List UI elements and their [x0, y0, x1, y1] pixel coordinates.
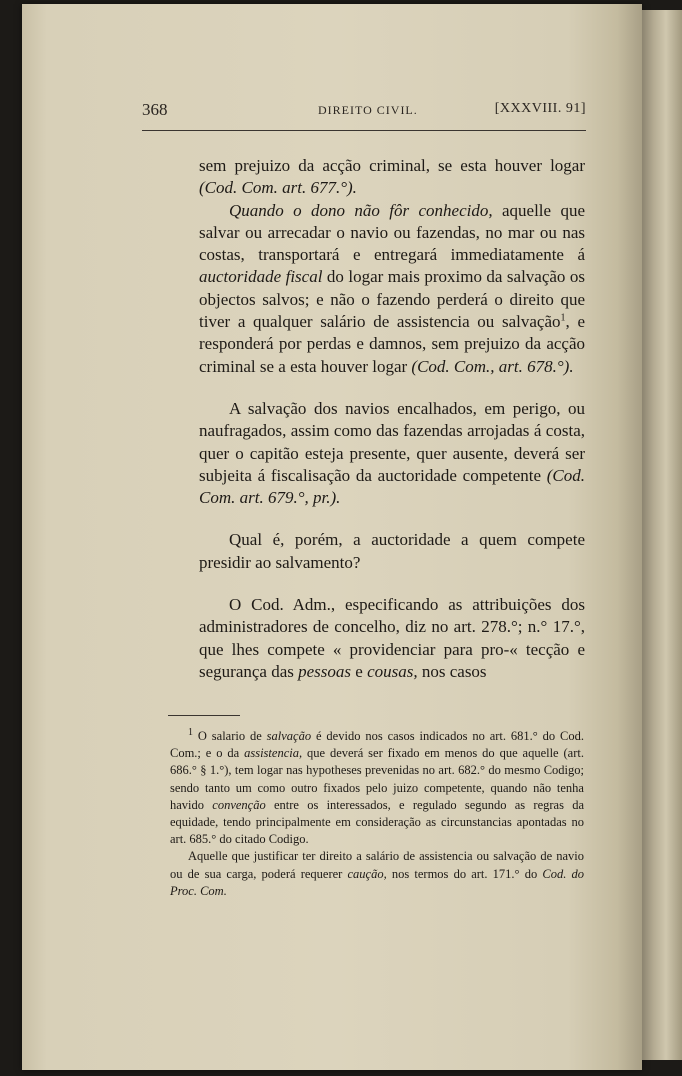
page-edge	[642, 10, 682, 1060]
page-number: 368	[142, 100, 168, 119]
footnote-2: Aquelle que justificar ter direito a salário de assistencia ou salvação de navio ou de sua carga, poderá requerer caução, nos termos do art. 171.° do Cod. do Proc. Com.	[170, 849, 584, 898]
footnote-rule	[168, 715, 240, 716]
paragraph-4: Qual é, porém, a auctoridade a quem compete presidir ao salvamento?	[199, 530, 585, 572]
running-header	[142, 100, 586, 126]
paragraph-2: Quando o dono não fôr conhecido, aquelle que salvar ou arrecadar o navio ou fazendas, no mar ou nas costas, transportará e entregará immediatamente á auctoridade fiscal do logar mais proximo da salvação os objectos salvos; e não o fazendo perderá o direito que tiver a qualquer salário de assistencia ou salvação$^1$, e responderá por perdas e damnos, sem prejuizo da acção criminal se a esta houver logar (Cod. Com., art. 678.°).	[199, 200, 586, 376]
paragraph-3: A salvação dos navios encalhados, em perigo, ou naufragados, assim como das fazendas arrojadas á costa, quer o capitão esteja presente, quer ausente, deverá ser subjeita á fiscalisação da auctoridade competente (Cod. Com. art. 679.°, pr.).	[199, 398, 585, 508]
paragraph-5: O Cod. Adm., especificando as attribuições dos administradores de concelho, diz no art. 278.°; n.° 17.°, que lhes compete « providenciar para pro-« tecção e segurança das pessoas e cousas, nos casos	[199, 595, 585, 681]
main-text	[199, 155, 585, 683]
header-rule	[142, 130, 586, 131]
running-title: DIREITO CIVIL.	[318, 103, 418, 117]
footnote	[170, 728, 584, 900]
paragraph-1: sem prejuizo da acção criminal, se esta houver logar (Cod. Com. art. 677.°).	[199, 156, 585, 198]
footnote-1: $^1$ O salario de salvação é devido nos casos indicados no art. 681.° do Cod. Com.; e o da assistencia, que deverá ser fixado em menos do que aquelle (art. 686.° § 1.°), tem logar nas hypotheses prevenidas no art. 682.° do mesmo Codigo; sendo tanto um como outro fixados pelo juizo competente, quando não tenha havido convenção entre os interessados, e regulado segundo as regras da equidade, tendo principalmente em consideração as circunstancias apontadas no art. 685.° do citado Codigo.	[170, 726, 584, 847]
section-reference: [XXXVIII. 91]	[494, 101, 586, 116]
footnote-marker: 1	[560, 312, 566, 324]
